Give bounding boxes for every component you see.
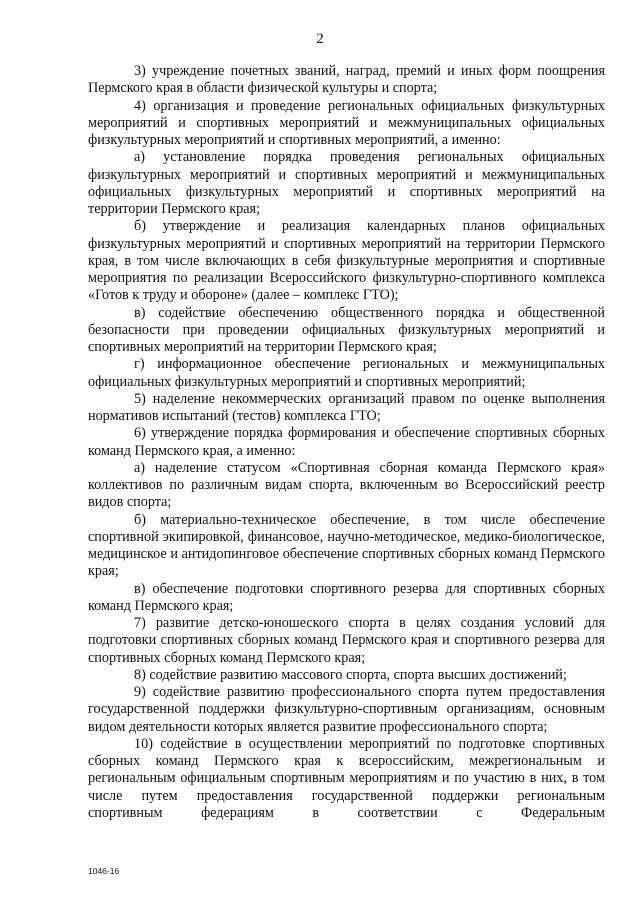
paragraph-item-3: 3) учреждение почетных званий, наград, премий и иных форм поощрения Пермского края в области физической культуры и спорта; xyxy=(88,63,605,97)
paragraph-subitem-6a: а) наделение статусом «Спортивная сборная команда Пермского края» коллективов по различным видам спорта, включенным во Всероссийский реестр видов спорта; xyxy=(88,459,605,511)
paragraph-item-5: 5) наделение некоммерческих организаций правом по оценке выполнения нормативов испытаний (тестов) комплекса ГТО; xyxy=(88,390,605,424)
document-body xyxy=(88,63,605,822)
paragraph-subitem-6v: в) обеспечение подготовки спортивного резерва для спортивных сборных команд Пермского края; xyxy=(88,580,605,614)
paragraph-subitem-4b: б) утверждение и реализация календарных планов официальных физкультурных мероприятий и спортивных мероприятий на территории Пермского края, в том числе включающих в себя физкультурные мероприятия и спортивные мероприятия по реализации Всероссийского физкультурно-спортивного комплекса «Готов к труду и обороне» (далее – комплекс ГТО); xyxy=(88,218,605,304)
document-code: 1046-16 xyxy=(88,866,120,876)
paragraph-subitem-6b: б) материально-техническое обеспечение, в том числе обеспечение спортивной экипировкой, финансовое, научно-методическое, медико-биологическое, медицинское и антидопинговое обеспечение спортивных сборных команд Пермского края; xyxy=(88,511,605,580)
paragraph-item-9: 9) содействие развитию профессионального спорта путем предоставления государственной поддержки физкультурно-спортивным организациям, основным видом деятельности которых является развитие профессионального спорта; xyxy=(88,684,605,735)
paragraph-item-10: 10) содействие в осуществлении мероприятий по подготовке спортивных сборных команд Пермского края к всероссийским, межрегиональным и региональным официальным спортивным мероприятиям и по участию в них, в том числе путем предоставления государственной поддержки региональным спортивным федерациям в соответствии с Федеральным xyxy=(88,735,605,821)
page-number: 2 xyxy=(316,31,324,47)
paragraph-item-7: 7) развитие детско-юношеского спорта в целях создания условий для подготовки спортивных сборных команд Пермского края и спортивного резерва для спортивных сборных команд Пермского края; xyxy=(88,615,605,666)
paragraph-subitem-4v: в) содействие обеспечению общественного порядка и общественной безопасности при проведении официальных физкультурных мероприятий и спортивных мероприятий на территории Пермского края; xyxy=(88,304,605,355)
paragraph-item-4: 4) организация и проведение региональных официальных физкультурных мероприятий и спортивных мероприятий и межмуниципальных официальных физкультурных мероприятий и спортивных мероприятий, а именно: xyxy=(88,97,605,148)
paragraph-item-8: 8) содействие развитию массового спорта, спорта высших достижений; xyxy=(134,666,567,683)
paragraph-subitem-4g: г) информационное обеспечение региональных и межмуниципальных официальных физкультурных мероприятий и спортивных мероприятий; xyxy=(88,356,605,390)
paragraph-subitem-4a: а) установление порядка проведения региональных официальных физкультурных мероприятий и спортивных мероприятий и межмуниципальных официальных физкультурных мероприятий и спортивных мероприятий на территории Пермского края; xyxy=(88,149,605,217)
paragraph-item-6: 6) утверждение порядка формирования и обеспечение спортивных сборных команд Пермского края, а именно: xyxy=(88,425,605,459)
